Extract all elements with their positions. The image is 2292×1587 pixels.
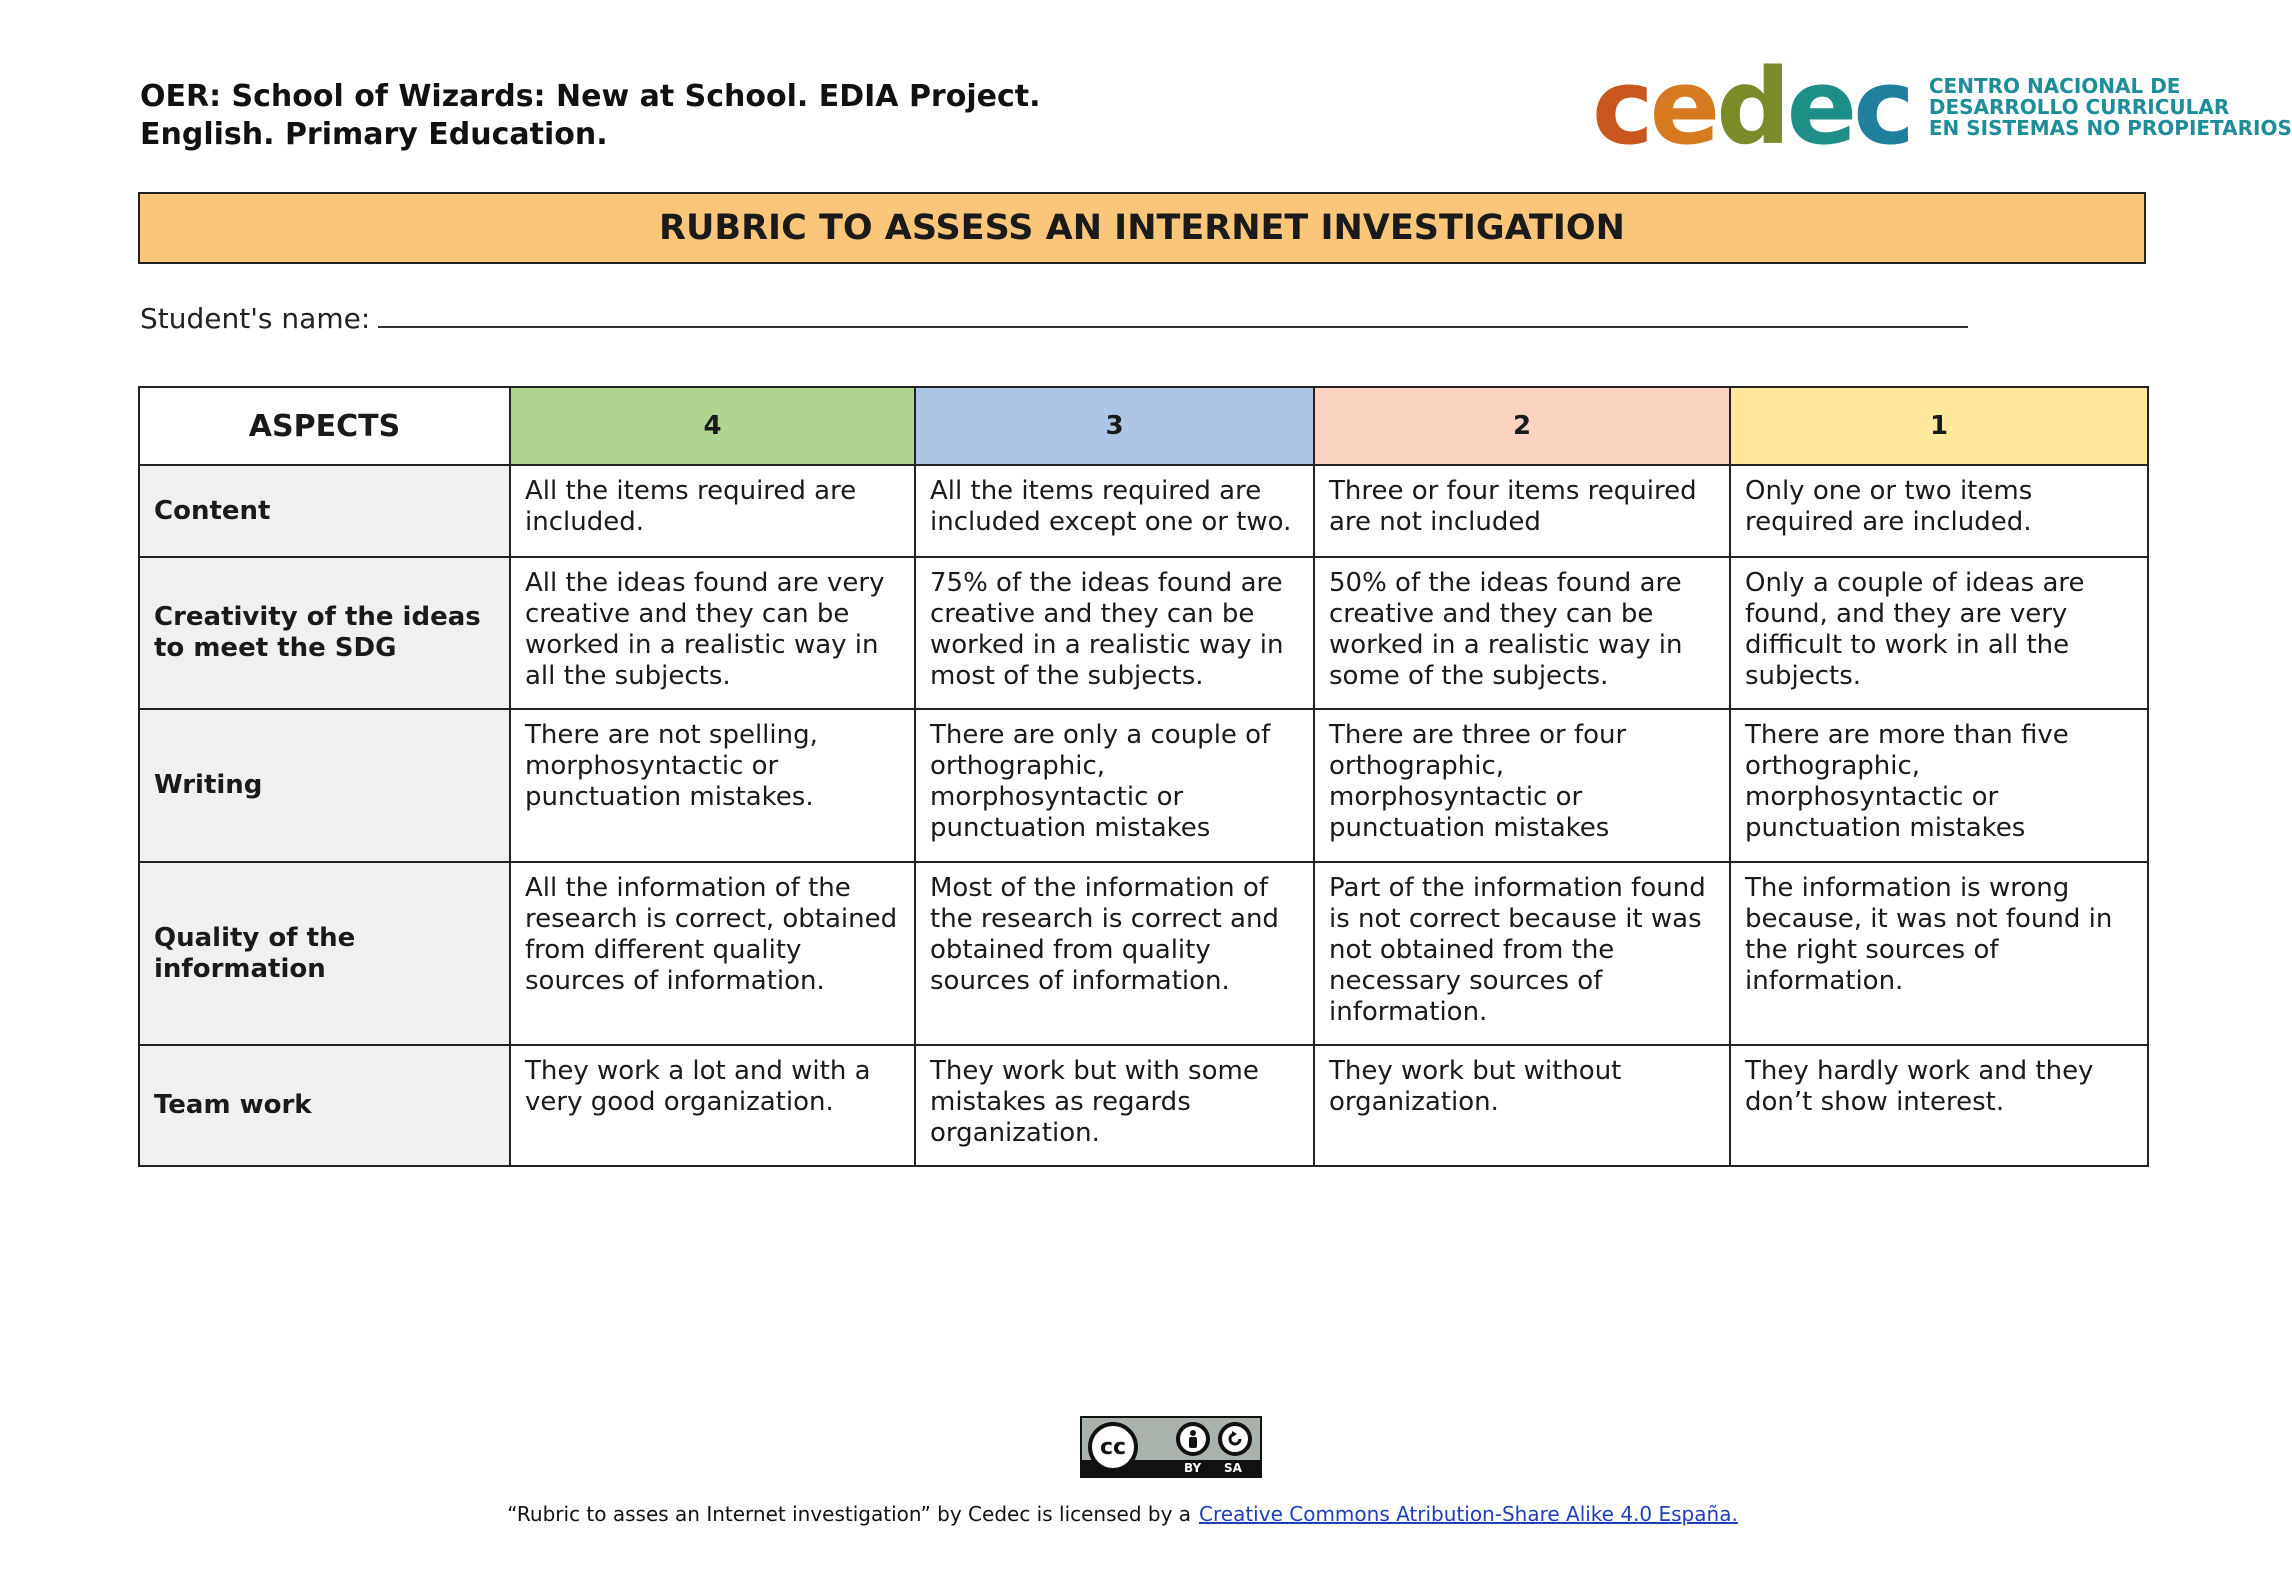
cedec-wordmark xyxy=(1592,46,1911,168)
cell-teamwork-4: They work a lot and with a very good organization. xyxy=(510,1045,915,1166)
cedec-tagline xyxy=(1928,73,2292,140)
cell-creativity-1: Only a couple of ideas are found, and they are very difficult to work in all the subjects. xyxy=(1730,557,2148,709)
rubric-header-row xyxy=(139,387,2148,465)
header-aspects: ASPECTS xyxy=(139,387,510,465)
cedec-letter: c xyxy=(1853,46,1911,168)
header-score-1: 1 xyxy=(1730,387,2148,465)
cell-writing-4: There are not spelling, morphosyntactic or punctuation mistakes. xyxy=(510,709,915,862)
cell-writing-1: There are more than five orthographic, morphosyntactic or punctuation mistakes xyxy=(1730,709,2148,862)
header-line-2: English. Primary Education. xyxy=(140,117,608,152)
cc-by-sa-badge[interactable] xyxy=(1080,1416,1262,1478)
table-row xyxy=(139,862,2148,1045)
share-alike-arrow-icon xyxy=(1225,1429,1245,1449)
cc-icon: cc xyxy=(1088,1422,1138,1472)
cell-content-3: All the items required are included except one or two. xyxy=(915,465,1314,557)
aspect-content: Content xyxy=(139,465,510,557)
aspect-quality: Quality of the information xyxy=(139,862,510,1045)
header-score-4: 4 xyxy=(510,387,915,465)
cell-quality-4: All the information of the research is correct, obtained from different quality sources of information. xyxy=(510,862,915,1045)
document-header xyxy=(140,78,1040,154)
cell-creativity-2: 50% of the ideas found are creative and they can be worked in a realistic way in some of the subjects. xyxy=(1314,557,1730,709)
cell-content-2: Three or four items required are not included xyxy=(1314,465,1730,557)
cedec-tagline-line-2: DESARROLLO CURRICULAR xyxy=(1928,94,2230,119)
aspect-teamwork: Team work xyxy=(139,1045,510,1166)
rubric-table xyxy=(138,386,2149,1167)
license-link[interactable]: Creative Commons Atribution-Share Alike 4.0 España. xyxy=(1199,1502,1738,1526)
person-icon xyxy=(1185,1429,1201,1449)
cell-creativity-3: 75% of the ideas found are creative and they can be worked in a realistic way in most of the subjects. xyxy=(915,557,1314,709)
cell-teamwork-2: They work but without organization. xyxy=(1314,1045,1730,1166)
cc-by-label: BY xyxy=(1184,1461,1202,1475)
cell-quality-1: The information is wrong because, it was not found in the right sources of information. xyxy=(1730,862,2148,1045)
cell-creativity-4: All the ideas found are very creative and they can be worked in a realistic way in all the subjects. xyxy=(510,557,915,709)
attribution-person-icon xyxy=(1176,1422,1210,1456)
cell-writing-2: There are three or four orthographic, morphosyntactic or punctuation mistakes xyxy=(1314,709,1730,862)
table-row xyxy=(139,1045,2148,1166)
aspect-creativity: Creativity of the ideas to meet the SDG xyxy=(139,557,510,709)
license-text: “Rubric to asses an Internet investigation” by Cedec is licensed by a xyxy=(507,1502,1192,1526)
aspect-writing: Writing xyxy=(139,709,510,862)
cell-quality-2: Part of the information found is not correct because it was not obtained from the necessary sources of information. xyxy=(1314,862,1730,1045)
cell-content-4: All the items required are included. xyxy=(510,465,915,557)
cell-teamwork-1: They hardly work and they don’t show interest. xyxy=(1730,1045,2148,1166)
cedec-tagline-line-1: CENTRO NACIONAL DE xyxy=(1928,73,2181,98)
cedec-logo xyxy=(1592,46,2292,168)
header-score-2: 2 xyxy=(1314,387,1730,465)
cedec-letter: e xyxy=(1649,46,1717,168)
license-notice xyxy=(0,1502,2245,1526)
cedec-letter: e xyxy=(1786,46,1854,168)
cell-writing-3: There are only a couple of orthographic, morphosyntactic or punctuation mistakes xyxy=(915,709,1314,862)
table-row xyxy=(139,557,2148,709)
header-score-3: 3 xyxy=(915,387,1314,465)
cedec-letter: d xyxy=(1716,46,1787,168)
header-line-1: OER: School of Wizards: New at School. EDIA Project. xyxy=(140,79,1041,114)
rubric-title: RUBRIC TO ASSESS AN INTERNET INVESTIGATION xyxy=(138,192,2146,264)
table-row xyxy=(139,465,2148,557)
cell-quality-3: Most of the information of the research is correct and obtained from quality sources of information. xyxy=(915,862,1314,1045)
student-name-field[interactable] xyxy=(378,298,1968,328)
cedec-wordmark-letters xyxy=(1592,46,1911,168)
student-name-row xyxy=(140,298,1968,335)
cell-teamwork-3: They work but with some mistakes as regards organization. xyxy=(915,1045,1314,1166)
cedec-letter: c xyxy=(1592,46,1650,168)
student-name-label: Student's name: xyxy=(140,302,371,335)
cell-content-1: Only one or two items required are included. xyxy=(1730,465,2148,557)
table-row xyxy=(139,709,2148,862)
share-alike-icon xyxy=(1218,1422,1252,1456)
cedec-tagline-line-3: EN SISTEMAS NO PROPIETARIOS xyxy=(1928,115,2292,140)
cc-sa-label: SA xyxy=(1224,1461,1242,1475)
